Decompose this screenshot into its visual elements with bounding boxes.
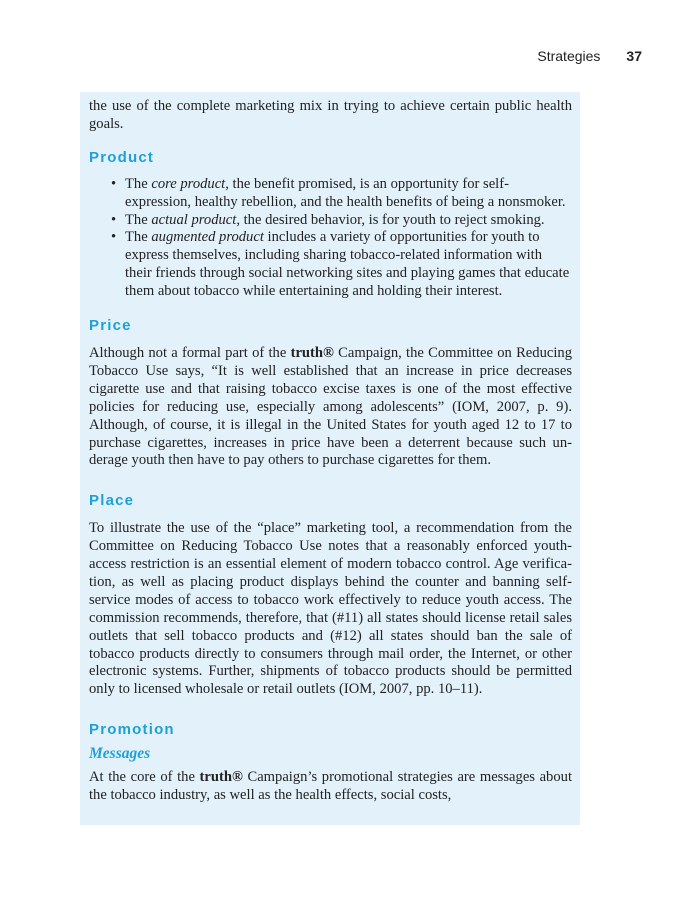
list-item: • The actual product, the desired behavior, is for youth to reject smoking. (89, 212, 572, 230)
promotion-heading: Promotion (89, 721, 175, 739)
running-head (537, 48, 642, 64)
brand-name: truth® (199, 769, 243, 786)
place-heading: Place (89, 492, 135, 510)
intro-paragraph: the use of the complete marketing mix in trying to achieve certain public health goals. (89, 98, 572, 132)
messages-subheading: Messages (89, 745, 151, 763)
place-paragraph: To illustrate the use of the “place” marketing tool, a recommendation from the Committee on Reducing Tobacco Use notes that a reasonably enforced youth-access restriction is an essential element of modern tobacco control. Age verification, as well as placing product displays behind the counter and banning self-service modes of access to tobacco work effectively to reduce youth access. The commission recommends, therefore, that (#11) all states should license retail sales outlets that sell tobacco products and (#12) all states should ban the sale of tobacco products directly to consumers through mail order, the Internet, or other electronic systems. Further, shipments of tobacco products should be permitted only to licensed wholesale or retail outlets (IOM, 2007, pp. 10–11). (89, 520, 572, 698)
price-heading: Price (89, 317, 132, 335)
product-heading: Product (89, 148, 155, 166)
page-number: 37 (626, 48, 642, 64)
brand-name: truth® (290, 344, 334, 361)
case-study-box (80, 92, 580, 825)
list-item: • The augmented product includes a variety of opportunities for youth to express themselves, including sharing tobacco-related information with their friends through social networking sites and playing games that educate them about tobacco while entertaining and holding their interest. (89, 229, 572, 301)
product-bullet-list (89, 176, 572, 301)
list-item: • The core product, the benefit promised, is an opportunity for self-expression, healthy rebellion, and the health benefits of being a nonsmoker. (89, 176, 572, 212)
price-paragraph: Although not a formal part of the truth® Campaign, the Committee on Reducing Tobacco Use says, “It is well established that an increase in price decreases cigarette use and that raising tobacco excise taxes is one of the most effective policies for reducing use, especially among adolescents” (IOM, 2007, p. 9). Although, of course, it is illegal in the United States for youth aged 12 to 17 to purchase cigarettes, increases in price have been a deterrent because such underage youth then have to pay others to purchase cigarettes for them. (89, 344, 572, 469)
section-title: Strategies (537, 48, 601, 64)
promotion-paragraph: At the core of the truth® Campaign’s promotional strategies are messages about the tobacco industry, as well as the health effects, social costs, (89, 769, 572, 803)
